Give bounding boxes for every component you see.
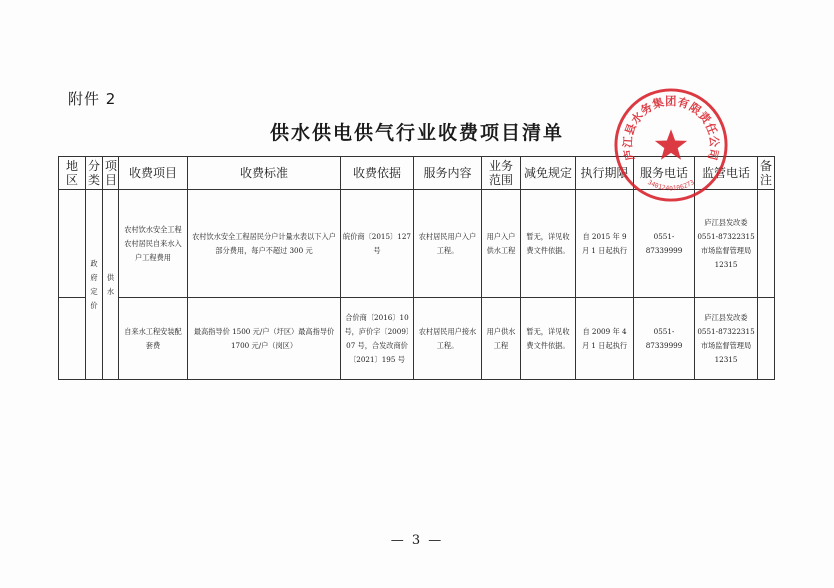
header-region: 地区 <box>59 157 86 190</box>
svg-text:庐江县水务集团有限责任公司: 庐江县水务集团有限责任公司 <box>621 95 721 162</box>
service-cell: 农村居民用户入户工程。 <box>414 190 482 298</box>
table-row <box>59 190 775 298</box>
period-cell: 自 2015 年 9 月 1 日起执行 <box>576 190 634 298</box>
reduction-cell: 暂无，详见收费文件依据。 <box>521 190 576 298</box>
header-scope: 业务范围 <box>482 157 521 190</box>
header-fee-item: 收费项目 <box>119 157 188 190</box>
reduction-cell: 暂无，详见收费文件依据。 <box>521 298 576 380</box>
svg-text:3401240106273: 3401240106273 <box>646 178 696 193</box>
region-cell <box>59 190 86 298</box>
header-supervision-phone: 监管电话 <box>695 157 758 190</box>
region-cell <box>59 298 86 380</box>
supervision-cell: 庐江县发改委 0551-87322315 市场监督管理局 12315 <box>695 190 758 298</box>
scope-cell: 用户供水工程 <box>482 298 521 380</box>
fee-table <box>58 156 775 380</box>
header-project: 项目 <box>103 157 119 190</box>
fee-item-cell: 农村饮水安全工程农村居民自来水入户工程费用 <box>119 190 188 298</box>
header-service-phone: 服务电话 <box>634 157 695 190</box>
service-phone-cell: 0551-87339999 <box>634 190 695 298</box>
page-number: — 3 — <box>390 533 444 548</box>
header-remarks: 备注 <box>758 157 775 190</box>
supervision-cell: 庐江县发改委 0551-87322315 市场监督管理局 12315 <box>695 298 758 380</box>
basis-cell: 合价商〔2016〕10 号，庐价字〔2009〕07 号，合发改商价〔2021〕195 号 <box>341 298 414 380</box>
page-title: 供水供电供气行业收费项目清单 <box>269 122 564 144</box>
header-row <box>59 157 775 190</box>
header-service: 服务内容 <box>414 157 482 190</box>
header-standard: 收费标准 <box>188 157 341 190</box>
attachment-label: 附件 2 <box>68 90 117 108</box>
period-cell: 自 2009 年 4 月 1 日起执行 <box>576 298 634 380</box>
service-phone-cell: 0551-87339999 <box>634 298 695 380</box>
project-cell: 供水 <box>103 190 119 380</box>
table-row <box>59 298 775 380</box>
header-reduction: 减免规定 <box>521 157 576 190</box>
header-period: 执行期限 <box>576 157 634 190</box>
scope-cell: 用户入户供水工程 <box>482 190 521 298</box>
category-cell: 政府定价 <box>86 190 103 380</box>
header-basis: 收费依据 <box>341 157 414 190</box>
header-category: 分类 <box>86 157 103 190</box>
remarks-cell <box>758 190 775 298</box>
basis-cell: 皖价商〔2015〕127 号 <box>341 190 414 298</box>
service-cell: 农村居民用户接水工程。 <box>414 298 482 380</box>
standard-cell: 农村饮水安全工程居民分户计量水表以下入户部分费用，每户不超过 300 元 <box>188 190 341 298</box>
standard-cell: 最高指导价 1500 元/户（圩区）最高指导价 1700 元/户（岗区） <box>188 298 341 380</box>
remarks-cell <box>758 298 775 380</box>
fee-item-cell: 自来水工程安装配套费 <box>119 298 188 380</box>
